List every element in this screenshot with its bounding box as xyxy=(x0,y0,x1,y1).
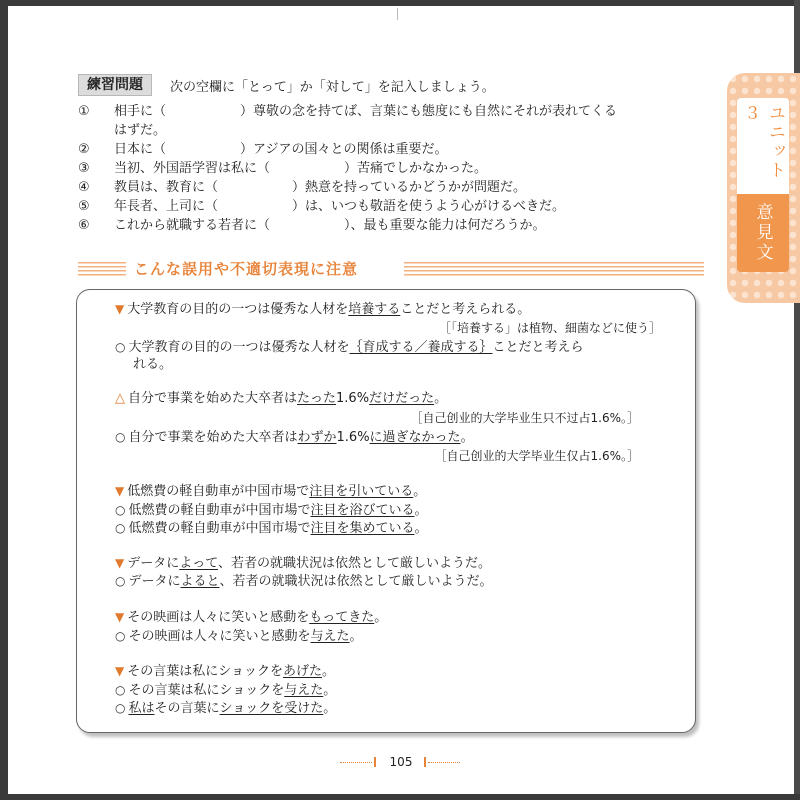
example-incorrect: ▼ その言葉は私にショックをあげた。 xyxy=(115,664,336,679)
exercise-item: ③ 当初、外国語学習は私に（ ）苦痛でしかなかった。 xyxy=(78,161,488,176)
example-correct: ○ 私はその言葉にショックを受けた。 xyxy=(115,701,337,716)
exercise-item: ④ 教員は、教育に（ ）熱意を持っているかどうかが問題だ。 xyxy=(78,180,527,195)
incorrect-marker-icon: ▼ xyxy=(115,610,125,624)
exercise-header xyxy=(78,74,495,96)
category-label: 意見文 xyxy=(752,203,773,263)
exercise-item-cont: はずだ。 xyxy=(114,123,167,138)
unit-label: ユニット３ xyxy=(740,104,785,180)
frame-bottom xyxy=(0,794,800,800)
example-correct: ○ データによると、若者の就職状況は依然として厳しいようだ。 xyxy=(115,574,493,589)
example-correct: ○ その言葉は私にショックを与えた。 xyxy=(115,683,337,698)
example-correct: ○ 大学教育の目的の一つは優秀な人材を｛育成する／養成する｝ことだと考えら xyxy=(115,340,584,355)
exercise-item: ② 日本に（ ）アジアの国々との関係は重要だ。 xyxy=(78,142,448,157)
incorrect-marker-icon: ▼ xyxy=(115,556,125,570)
frame-top xyxy=(0,0,800,6)
exercise-list xyxy=(78,102,708,235)
incorrect-marker-icon: ▼ xyxy=(115,664,125,678)
correct-marker-icon: ○ xyxy=(115,340,126,354)
frame-left xyxy=(0,0,8,800)
page-tick-right xyxy=(424,757,426,767)
example-note: ［自己创业的大学毕业生只不过占1.6%。］ xyxy=(410,411,639,425)
spine-mark xyxy=(397,8,398,20)
exercise-item: ⑥ これから就職する若者に（ ）、最も重要な能力は何だろうか。 xyxy=(78,218,546,233)
incorrect-marker-icon: ▼ xyxy=(115,302,125,316)
example-incorrect: ▼ その映画は人々に笑いと感動をもってきた。 xyxy=(115,610,388,625)
correct-marker-icon: ○ xyxy=(115,701,126,715)
example-correct: ○ 低燃費の軽自動車が中国市場で注目を浴びている。 xyxy=(115,503,428,518)
example-incorrect: ▼ 大学教育の目的の一つは優秀な人材を培養することだと考えられる。 xyxy=(115,302,531,317)
example-correct: ○ その映画は人々に笑いと感動を与えた。 xyxy=(115,629,363,644)
exercise-item: ⑤ 年長者、上司に（ ）は、いつも敬語を使うよう心がけるべきだ。 xyxy=(78,199,566,214)
correct-marker-icon: ○ xyxy=(115,683,126,697)
page-number: 105 xyxy=(389,755,413,769)
page-dots-left xyxy=(340,762,372,764)
correct-marker-icon: ○ xyxy=(115,629,126,643)
questionable-marker-icon: △ xyxy=(115,391,125,406)
example-correct: ○ 自分で事業を始めた大卒者はわずか1.6%に過ぎなかった。 xyxy=(115,430,474,445)
title-stripes-right xyxy=(404,262,704,276)
example-note: ［自己创业的大学毕业生仅占1.6%。］ xyxy=(434,449,639,463)
correct-marker-icon: ○ xyxy=(115,574,126,588)
example-questionable: △ 自分で事業を始めた大卒者はたった1.6%だけだった。 xyxy=(115,391,448,406)
correct-marker-icon: ○ xyxy=(115,503,126,517)
incorrect-marker-icon: ▼ xyxy=(115,484,125,498)
exercise-item: ① 相手に（ ）尊敬の念を持てば、言葉にも態度にも自然にそれが表れてくる xyxy=(78,104,618,119)
section-title: こんな誤用や不適切表現に注意 xyxy=(134,260,359,278)
exercise-instruction: 次の空欄に「とって」か「対して」を記入しましょう。 xyxy=(170,79,495,95)
example-correct-cont: れる。 xyxy=(133,357,173,372)
example-incorrect: ▼ 低燃費の軽自動車が中国市場で注目を引いている。 xyxy=(115,484,427,499)
correct-marker-icon: ○ xyxy=(115,521,126,535)
exercise-badge: 練習問題 xyxy=(78,74,152,96)
section-title-row xyxy=(78,259,704,279)
page-tick-left xyxy=(374,757,376,767)
page-number-row xyxy=(340,754,460,770)
title-stripes-left xyxy=(78,262,126,276)
example-note: ［「培養する」は植物、細菌などに使う］ xyxy=(438,321,661,335)
page-dots-right xyxy=(428,762,460,764)
example-incorrect: ▼ データによって、若者の就職状況は依然として厳しいようだ。 xyxy=(115,556,492,571)
correct-marker-icon: ○ xyxy=(115,430,126,444)
usage-examples-box xyxy=(76,289,696,733)
example-correct: ○ 低燃費の軽自動車が中国市場で注目を集めている。 xyxy=(115,521,428,536)
